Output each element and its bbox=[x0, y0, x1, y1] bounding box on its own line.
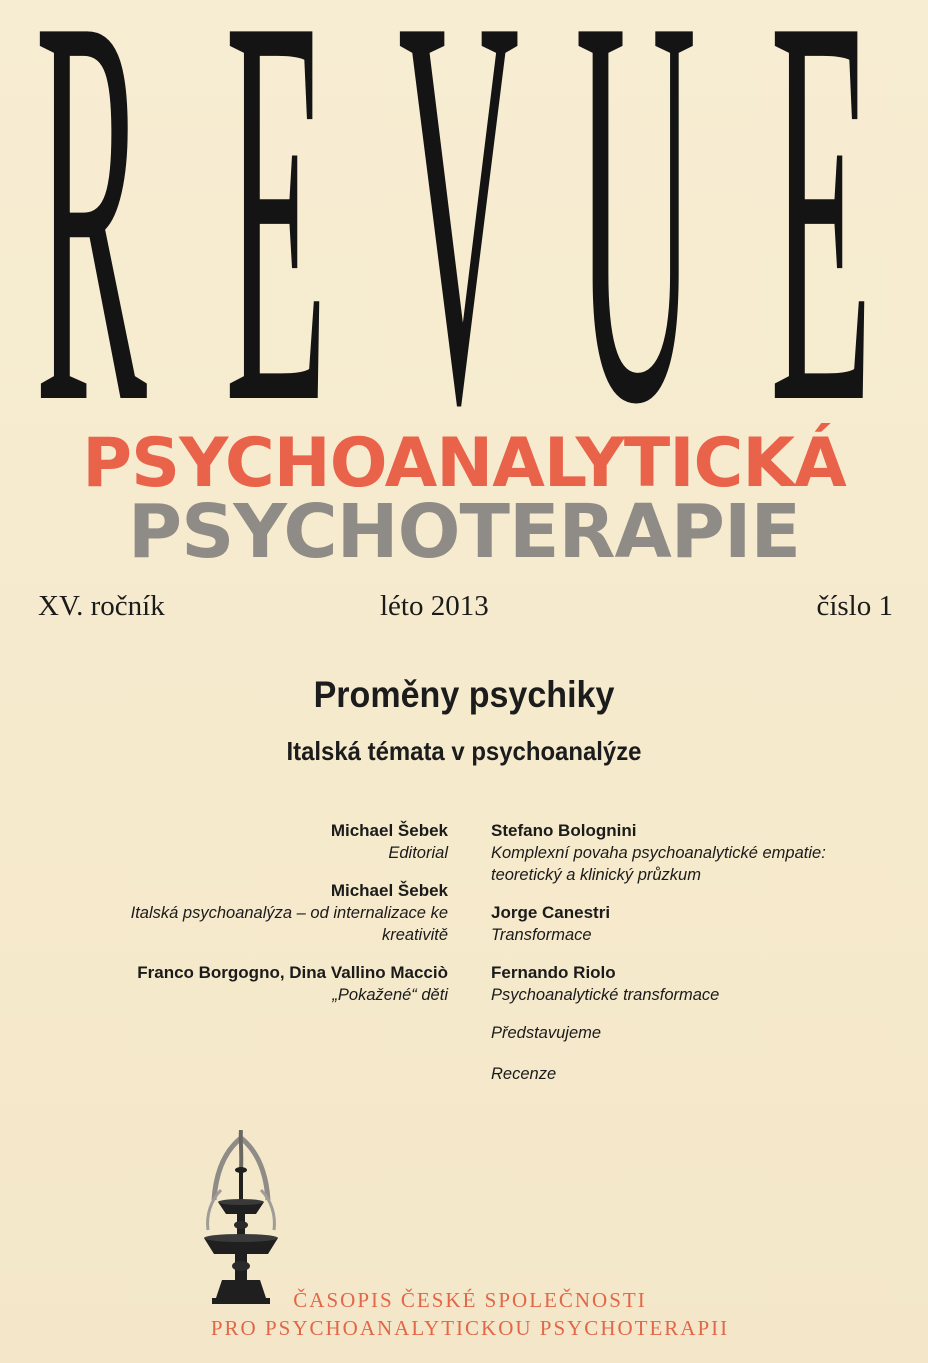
contents-section-title: Recenze bbox=[491, 1065, 557, 1083]
revue-letter-e-final: E bbox=[770, 0, 873, 520]
contents-entry bbox=[28, 820, 448, 864]
entry-title-continued: kreativitě bbox=[381, 926, 448, 944]
entry-author: Michael Šebek bbox=[330, 881, 448, 900]
entry-title: Komplexní povaha psychoanalytické empatie: bbox=[491, 844, 826, 862]
entry-title: Transformace bbox=[491, 926, 592, 944]
masthead-line-1: PSYCHOANALYTICKÁ bbox=[82, 424, 846, 503]
entry-author: Stefano Bolognini bbox=[491, 821, 637, 840]
issue-season: léto 2013 bbox=[380, 590, 489, 622]
entry-author: Fernando Riolo bbox=[491, 963, 616, 982]
entry-title: Editorial bbox=[388, 844, 448, 862]
masthead-line-2: PSYCHOTERAPIE bbox=[127, 489, 801, 575]
entry-author: Michael Šebek bbox=[330, 821, 448, 840]
theme-title: Proměny psychiky bbox=[313, 674, 615, 715]
revue-letter-u: U bbox=[575, 0, 697, 520]
issue-volume: XV. ročník bbox=[38, 590, 165, 622]
entry-author: Jorge Canestri bbox=[491, 903, 611, 922]
footer-society-line-1: ČASOPIS ČESKÉ SPOLEČNOSTI bbox=[293, 1288, 647, 1312]
contents-right-column bbox=[491, 820, 901, 1104]
revue-letter-r: R bbox=[35, 0, 148, 520]
revue-letter-v: V bbox=[398, 0, 520, 520]
contents-entry bbox=[491, 902, 901, 946]
entry-author: Franco Borgogno, Dina Vallino Macciò bbox=[137, 963, 448, 982]
entry-title: „Pokažené“ děti bbox=[332, 986, 448, 1004]
entry-title: Italská psychoanalýza – od internalizace ke bbox=[130, 904, 448, 922]
contents-section-title: Představujeme bbox=[491, 1024, 602, 1042]
contents-left-column bbox=[28, 820, 448, 1022]
contents-entry bbox=[28, 962, 448, 1006]
contents-entry bbox=[491, 962, 901, 1006]
contents-entry bbox=[28, 880, 448, 946]
entry-title: Psychoanalytické transformace bbox=[491, 986, 720, 1004]
contents-entry bbox=[491, 820, 901, 886]
entry-title-continued: teoretický a klinický průzkum bbox=[491, 866, 701, 884]
theme-subtitle: Italská témata v psychoanalýze bbox=[286, 736, 642, 766]
footer-society-line-2: PRO PSYCHOANALYTICKOU PSYCHOTERAPII bbox=[210, 1316, 730, 1340]
revue-letter-e: E bbox=[225, 0, 328, 520]
issue-number: číslo 1 bbox=[816, 590, 893, 622]
